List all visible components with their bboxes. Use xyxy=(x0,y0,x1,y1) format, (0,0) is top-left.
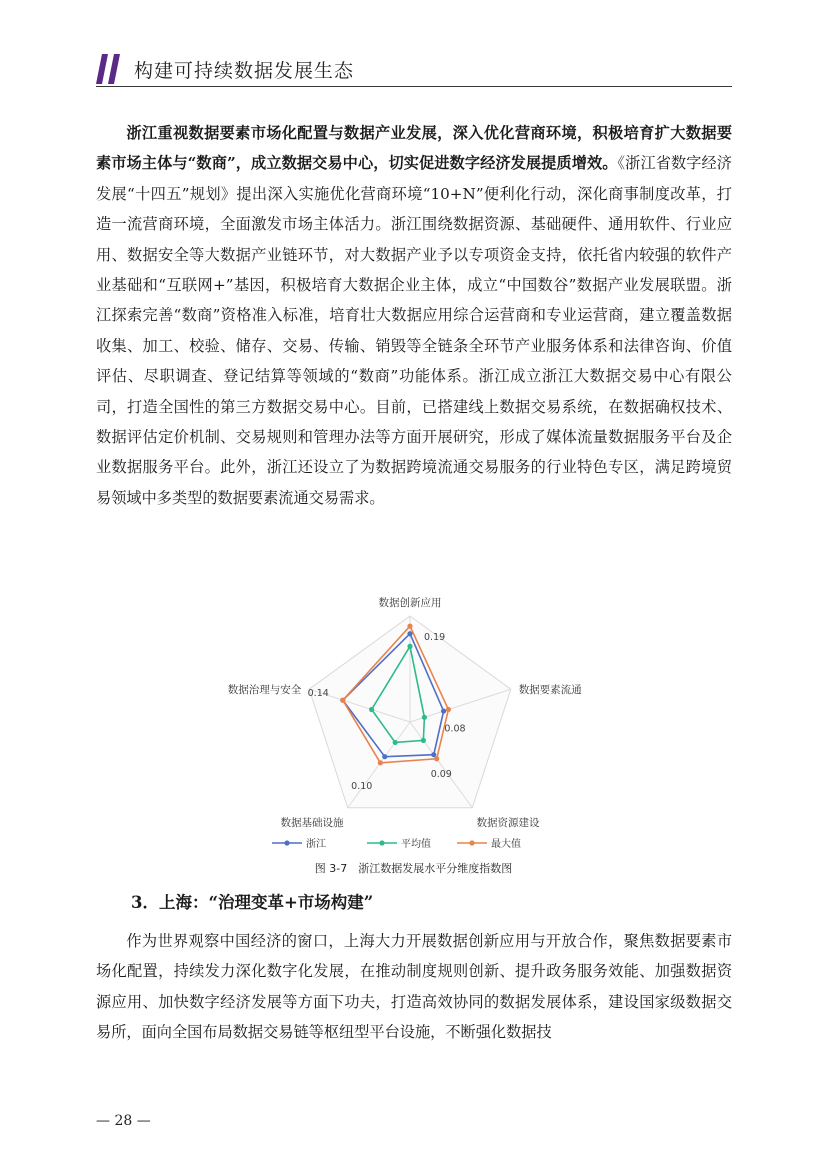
data-point xyxy=(421,738,426,743)
data-point xyxy=(369,707,374,712)
data-point xyxy=(382,754,387,759)
max-value-label: 0.10 xyxy=(351,780,373,792)
data-point xyxy=(407,623,412,628)
legend-marker-icon xyxy=(367,839,397,847)
max-value-label: 0.14 xyxy=(307,688,329,700)
page-header xyxy=(96,46,732,86)
axis-label: 数据要素流通 xyxy=(518,684,582,697)
legend-item xyxy=(272,835,326,850)
paragraph-body: 作为世界观察中国经济的窗口，上海大力开展数据创新应用与开放合作，聚焦数据要素市场化配置，持续发力深化数字化发展，在推动制度规则创新、提升政务服务效能、加强数据资源应用、加快数字经济发展等方面下功夫，打造高效协同的数据发展体系，建设国家级数据交易所，面向全国布局数据交易链等枢纽型平台设施，不断强化数据技 xyxy=(96,932,732,1042)
radar-chart xyxy=(200,597,620,854)
paragraph-body: 《浙江省数字经济发展“十四五”规划》提出深入实施优化营商环境“10+N”便利化行动，深化商事制度改革，打造一流营商环境，全面激发市场主体活力。浙江围绕数据资源、基础硬件、通用软件、行业应用、数据安全等大数据产业链环节，对大数据产业予以专项资金支持，依托省内较强的软件产业基础和“互联网+”基因，积极培育大数据企业主体，成立“中国数谷”数据产业发展联盟。浙江探索完善“数商”资格准入标准，培育壮大数据应用综合运营商和专业运营商，建立覆盖数据收集、加工、校验、储存、交易、传输、销毁等全链条全环节产业服务体系和法律咨询、价值评估、尽职调查、登记结算等领域的“数商”功能体系。浙江成立浙江大数据交易中心有限公司，打造全国性的第三方数据交易中心。目前，已搭建线上数据交易系统，在数据确权技术、数据评估定价机制、交易规则和管理办法等方面开展研究，形成了媒体流量数据服务平台及企业数据服务平台。此外，浙江还设立了为数据跨境流通交易服务的行业特色专区，满足跨境贸易领域中多类型的数据要素流通交易需求。 xyxy=(96,154,732,507)
axis-label: 数据创新应用 xyxy=(378,597,442,609)
running-header-title: 构建可持续数据发展生态 xyxy=(134,60,355,82)
legend-marker-icon xyxy=(457,839,487,847)
legend-item xyxy=(367,835,431,850)
body-paragraph xyxy=(96,926,732,1048)
max-value-label: 0.08 xyxy=(444,723,466,735)
figure-caption: 图 3-7 浙江数据发展水平分维度指数图 xyxy=(314,862,513,875)
data-point xyxy=(407,644,412,649)
body-paragraph xyxy=(96,118,732,513)
bold-lead-sentence: 浙江重视数据要素市场化配置与数据产业发展，深入优化营商环境，积极培育扩大数据要素市场主体与“数商”，成立数据交易中心，切实促进数字经济发展提质增效。 xyxy=(96,124,732,173)
legend-label: 平均值 xyxy=(401,839,431,850)
legend-item xyxy=(457,835,521,850)
legend-label: 最大值 xyxy=(491,839,521,850)
max-value-label: 0.09 xyxy=(430,768,452,780)
data-point xyxy=(393,740,398,745)
data-point xyxy=(340,698,345,703)
data-point xyxy=(434,756,439,761)
chart-legend xyxy=(272,835,562,853)
data-point xyxy=(446,707,451,712)
data-point xyxy=(378,760,383,765)
header-accent-bars-icon xyxy=(96,54,122,84)
data-point xyxy=(422,715,427,720)
legend-marker-icon xyxy=(272,839,302,847)
axis-label: 数据基础设施 xyxy=(280,816,344,829)
max-value-label: 0.19 xyxy=(424,632,446,644)
axis-label: 数据治理与安全 xyxy=(227,684,302,697)
page-number: — 28 — xyxy=(96,1113,151,1129)
axis-label: 数据资源建设 xyxy=(476,816,540,829)
data-point xyxy=(441,708,446,713)
header-divider xyxy=(96,86,732,87)
legend-label: 浙江 xyxy=(306,839,326,850)
section-heading: 3．上海：“治理变革+市场构建” xyxy=(131,893,374,912)
